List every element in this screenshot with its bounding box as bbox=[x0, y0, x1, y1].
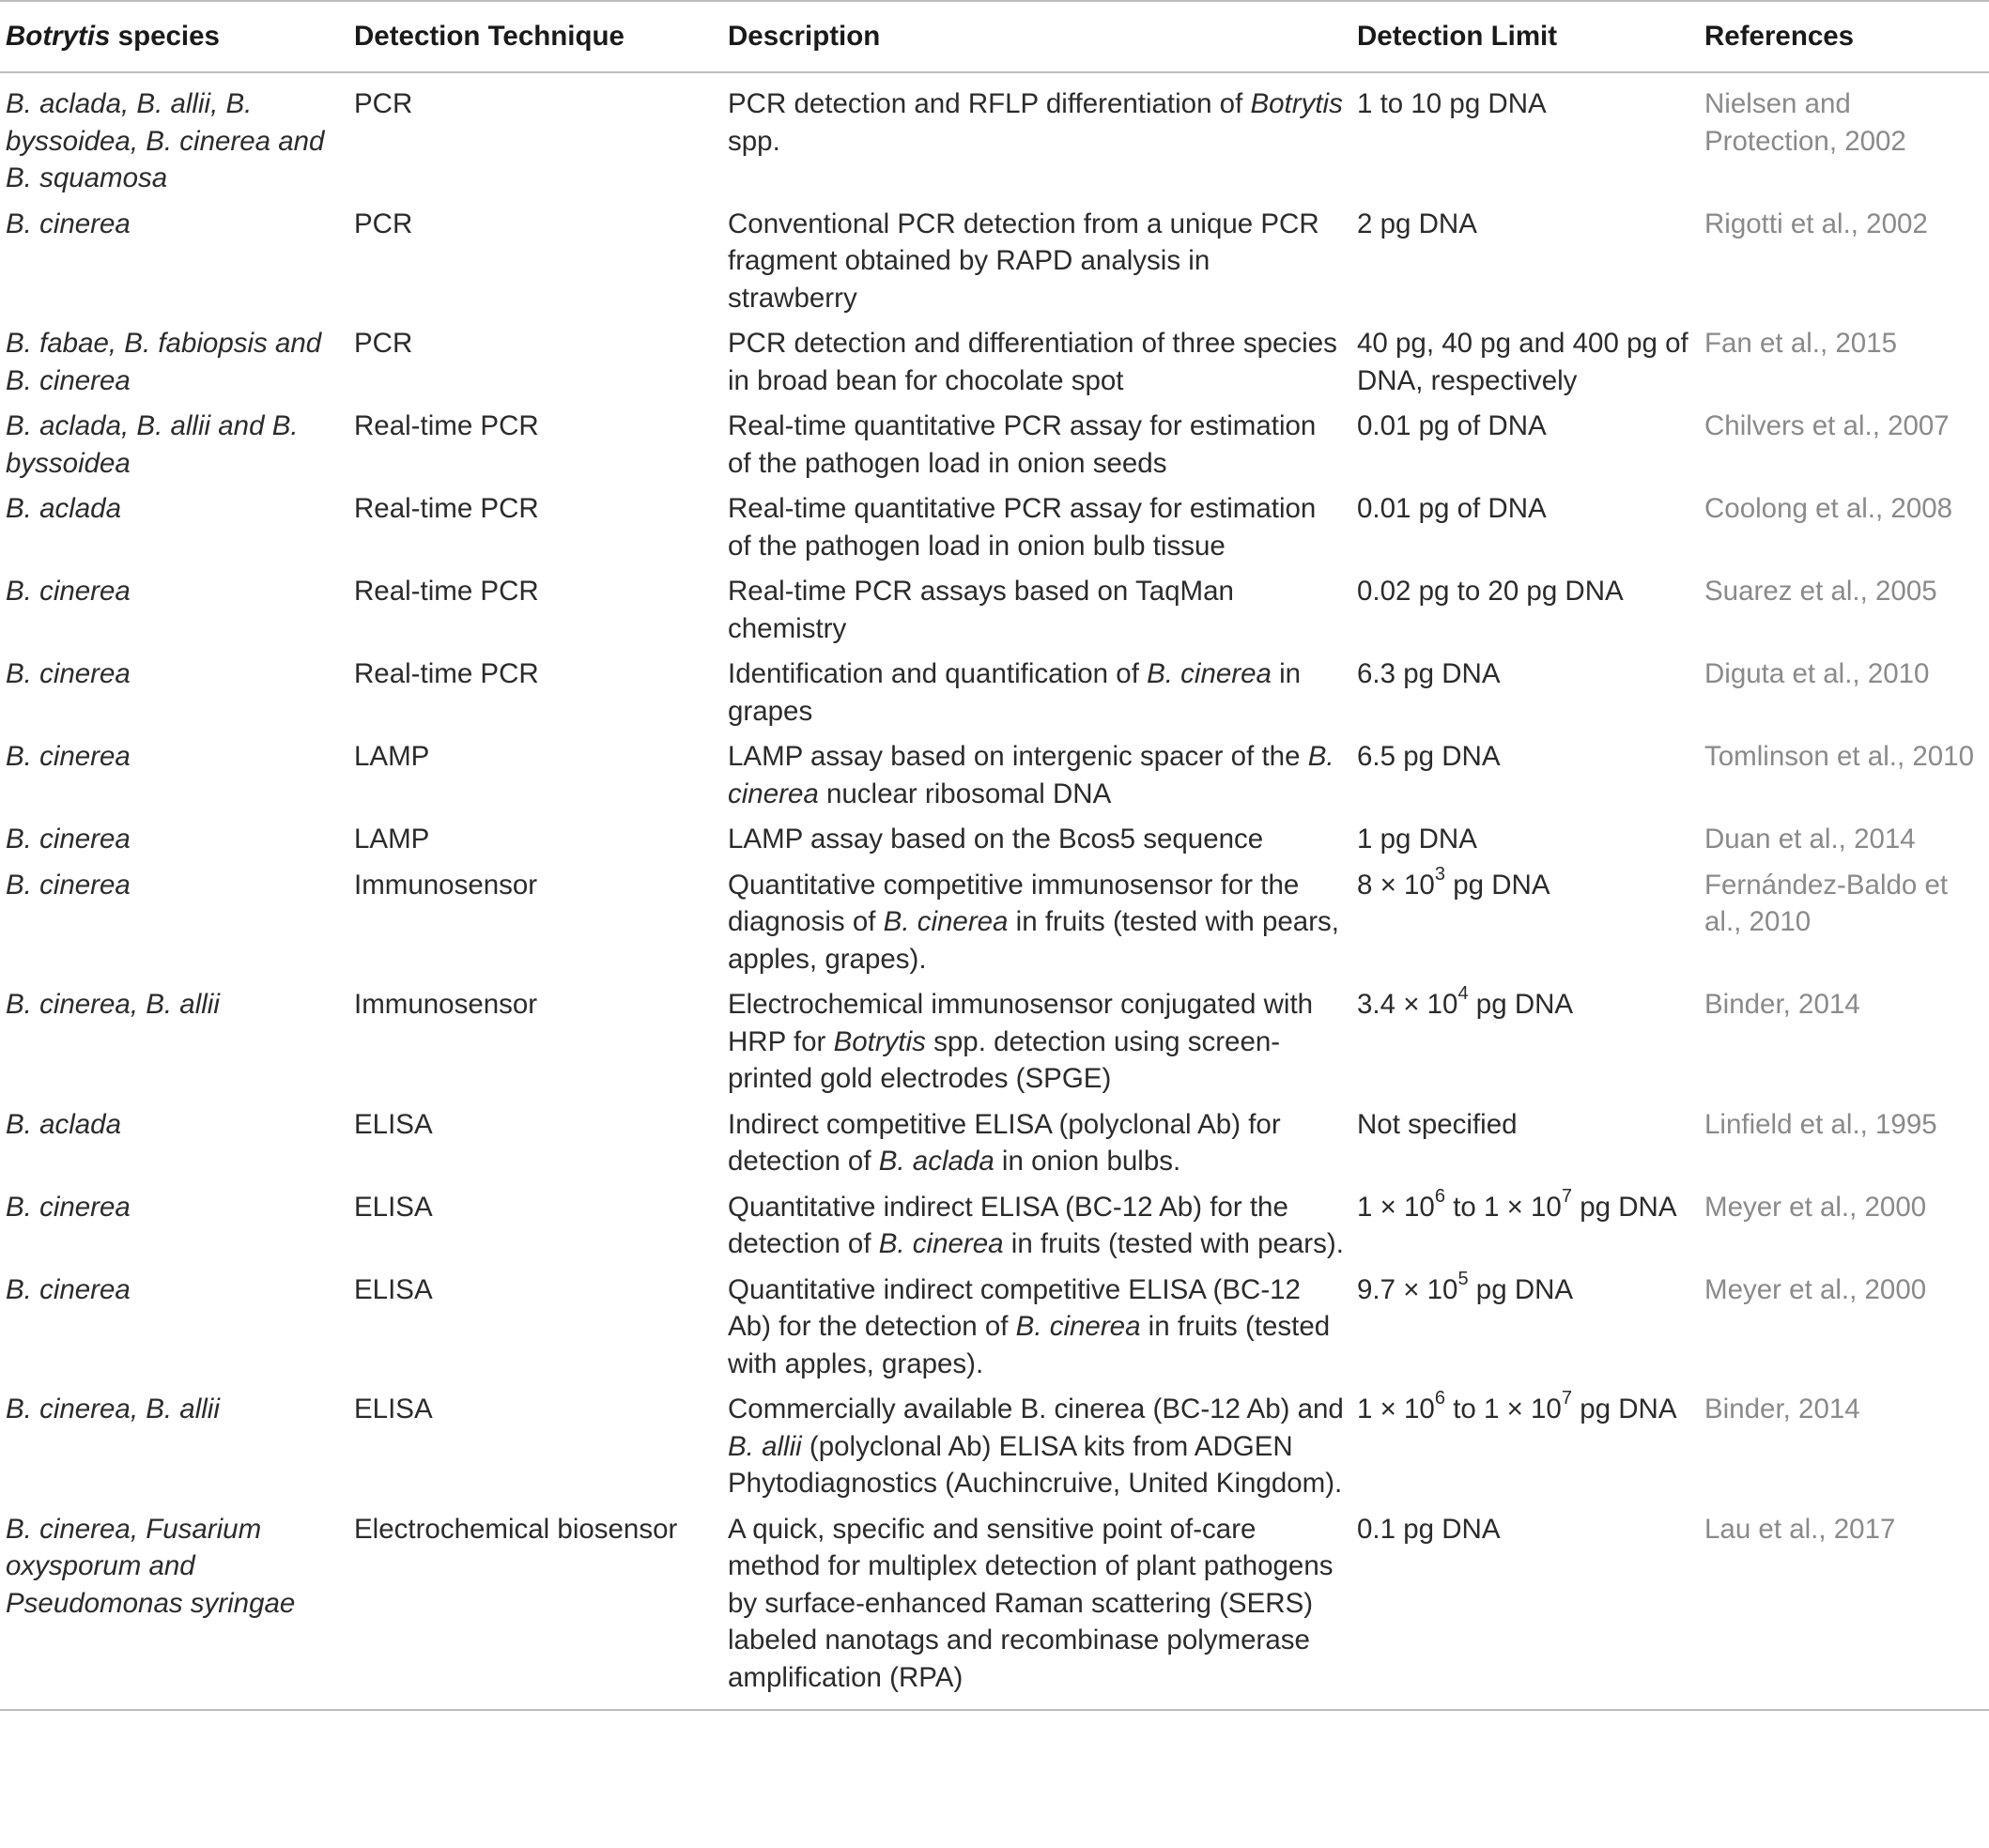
limit-text: pg DNA bbox=[1572, 1191, 1677, 1223]
limit-exponent: 3 bbox=[1434, 863, 1445, 885]
cell-species bbox=[0, 1183, 348, 1266]
cell-detection-limit bbox=[1351, 1183, 1699, 1266]
reference-link[interactable]: Meyer et al., 2000 bbox=[1704, 1273, 1927, 1305]
description-text: spp. detection using screen-printed gold electrodes (SPGE) bbox=[728, 1025, 1281, 1094]
cell-technique bbox=[348, 1385, 722, 1505]
technique-text: Electrochemical biosensor bbox=[354, 1513, 678, 1545]
cell-detection-limit bbox=[1351, 485, 1699, 567]
header-row bbox=[0, 1, 1989, 72]
cell-species bbox=[0, 485, 348, 567]
cell-detection-limit bbox=[1351, 1385, 1699, 1505]
reference-link[interactable]: Coolong et al., 2008 bbox=[1704, 493, 1953, 524]
cell-detection-limit bbox=[1351, 1266, 1699, 1386]
reference-link[interactable]: Tomlinson et al., 2010 bbox=[1704, 741, 1974, 772]
description-italic: Botrytis bbox=[1250, 88, 1343, 119]
limit-text: 6.3 pg DNA bbox=[1357, 658, 1501, 689]
technique-text: Immunosensor bbox=[354, 869, 538, 901]
technique-text: PCR bbox=[354, 208, 413, 239]
limit-text: 9.7 × 10 bbox=[1357, 1273, 1458, 1305]
technique-text: PCR bbox=[354, 328, 413, 359]
technique-text: ELISA bbox=[354, 1273, 433, 1305]
reference-link[interactable]: Fernández-Baldo et al., 2010 bbox=[1704, 869, 1949, 937]
cell-species bbox=[0, 402, 348, 485]
description-text: in grapes bbox=[728, 658, 1302, 727]
description-text: Indirect competitive ELISA (polyclonal Ab) for detection of bbox=[728, 1108, 1281, 1177]
description-text: nuclear ribosomal DNA bbox=[818, 778, 1112, 809]
limit-text: pg DNA bbox=[1445, 869, 1550, 901]
species-text: B. cinerea bbox=[6, 1273, 131, 1305]
limit-text: to 1 × 10 bbox=[1445, 1394, 1562, 1424]
cell-detection-limit bbox=[1351, 732, 1699, 815]
species-text: B. cinerea, Fusarium oxysporum and Pseudomonas syringae bbox=[6, 1513, 296, 1619]
cell-species bbox=[0, 980, 348, 1101]
limit-text: Not specified bbox=[1357, 1108, 1518, 1140]
species-text: B. cinerea, B. allii bbox=[6, 989, 220, 1020]
description-text: Commercially available B. cinerea (BC-12 Ab) and bbox=[728, 1394, 1344, 1424]
cell-species bbox=[0, 567, 348, 650]
table-row bbox=[0, 200, 1989, 320]
cell-description bbox=[722, 861, 1351, 981]
cell-detection-limit bbox=[1351, 1505, 1699, 1711]
cell-technique bbox=[348, 1505, 722, 1711]
table-row bbox=[0, 732, 1989, 815]
description-italic: B. cinerea bbox=[883, 906, 1009, 937]
description-text: Real-time quantitative PCR assay for estimation of the pathogen load in onion bulb tissue bbox=[728, 493, 1317, 562]
description-text: Quantitative indirect competitive ELISA (BC-12 Ab) for the detection of bbox=[728, 1273, 1301, 1342]
cell-technique bbox=[348, 1183, 722, 1266]
cell-species bbox=[0, 319, 348, 402]
limit-text: 1 × 10 bbox=[1357, 1394, 1435, 1424]
table-row bbox=[0, 72, 1989, 200]
header-description: Description bbox=[728, 21, 881, 53]
cell-reference bbox=[1699, 1385, 1989, 1505]
technique-text: Real-time PCR bbox=[354, 493, 539, 524]
technique-text: PCR bbox=[354, 88, 413, 119]
description-text: Conventional PCR detection from a unique PCR fragment obtained by RAPD analysis in strawberry bbox=[728, 208, 1319, 314]
limit-text: 0.01 pg of DNA bbox=[1357, 493, 1547, 524]
reference-link[interactable]: Rigotti et al., 2002 bbox=[1704, 208, 1928, 239]
description-text: PCR detection and RFLP differentiation of bbox=[728, 88, 1251, 119]
cell-reference bbox=[1699, 1266, 1989, 1386]
limit-text: 0.1 pg DNA bbox=[1357, 1513, 1501, 1545]
limit-text: to 1 × 10 bbox=[1445, 1191, 1562, 1223]
cell-reference bbox=[1699, 650, 1989, 732]
reference-link[interactable]: Chilvers et al., 2007 bbox=[1704, 410, 1950, 441]
description-text: Real-time quantitative PCR assay for estimation of the pathogen load in onion seeds bbox=[728, 410, 1317, 479]
cell-species bbox=[0, 732, 348, 815]
limit-text: 2 pg DNA bbox=[1357, 208, 1477, 239]
cell-species bbox=[0, 815, 348, 861]
cell-technique bbox=[348, 72, 722, 200]
cell-technique bbox=[348, 980, 722, 1101]
cell-description bbox=[722, 980, 1351, 1101]
technique-text: ELISA bbox=[354, 1394, 433, 1424]
cell-species bbox=[0, 200, 348, 320]
cell-technique bbox=[348, 200, 722, 320]
cell-detection-limit bbox=[1351, 319, 1699, 402]
description-text: in onion bulbs. bbox=[994, 1146, 1181, 1177]
cell-species bbox=[0, 1505, 348, 1711]
cell-reference bbox=[1699, 861, 1989, 981]
cell-description bbox=[722, 1183, 1351, 1266]
cell-technique bbox=[348, 319, 722, 402]
table-row bbox=[0, 1266, 1989, 1386]
cell-detection-limit bbox=[1351, 861, 1699, 981]
cell-technique bbox=[348, 402, 722, 485]
cell-technique bbox=[348, 732, 722, 815]
description-italic: B. aclada bbox=[878, 1146, 994, 1177]
cell-description bbox=[722, 72, 1351, 200]
cell-reference bbox=[1699, 72, 1989, 200]
limit-text: pg DNA bbox=[1468, 1273, 1574, 1305]
species-text: B. cinerea bbox=[6, 741, 131, 772]
species-text: B. fabae, B. fabiopsis and B. cinerea bbox=[6, 328, 322, 396]
cell-reference bbox=[1699, 567, 1989, 650]
cell-reference bbox=[1699, 732, 1989, 815]
table-row bbox=[0, 1183, 1989, 1266]
cell-species bbox=[0, 861, 348, 981]
reference-link[interactable]: Suarez et al., 2005 bbox=[1704, 576, 1937, 607]
limit-text: 6.5 pg DNA bbox=[1357, 741, 1501, 772]
header-species-italic: Botrytis bbox=[6, 21, 111, 53]
technique-text: Immunosensor bbox=[354, 989, 538, 1020]
species-text: B. aclada, B. allii and B. byssoidea bbox=[6, 410, 299, 479]
reference-link[interactable]: Nielsen and Protection, 2002 bbox=[1704, 88, 1906, 157]
description-text: in fruits (tested with apples, grapes). bbox=[728, 1311, 1331, 1379]
description-italic: Botrytis bbox=[833, 1025, 926, 1057]
cell-reference bbox=[1699, 980, 1989, 1101]
cell-technique bbox=[348, 485, 722, 567]
species-text: B. cinerea bbox=[6, 658, 131, 689]
cell-reference bbox=[1699, 485, 1989, 567]
table-row bbox=[0, 567, 1989, 650]
reference-link[interactable]: Duan et al., 2014 bbox=[1704, 824, 1916, 855]
description-italic: B. cinerea bbox=[1147, 658, 1272, 689]
limit-exponent: 7 bbox=[1561, 1388, 1572, 1409]
description-text: in fruits (tested with pears, apples, grapes). bbox=[728, 906, 1339, 975]
technique-text: Real-time PCR bbox=[354, 410, 539, 441]
limit-text: 0.01 pg of DNA bbox=[1357, 410, 1547, 441]
cell-species bbox=[0, 1101, 348, 1183]
cell-detection-limit bbox=[1351, 567, 1699, 650]
limit-text: 40 pg, 40 pg and 400 pg of DNA, respectively bbox=[1357, 328, 1688, 396]
species-text: B. cinerea, B. allii bbox=[6, 1394, 220, 1424]
table-row bbox=[0, 815, 1989, 861]
cell-reference bbox=[1699, 200, 1989, 320]
limit-text: pg DNA bbox=[1468, 989, 1574, 1020]
limit-exponent: 6 bbox=[1434, 1185, 1445, 1207]
technique-text: Real-time PCR bbox=[354, 658, 539, 689]
cell-species bbox=[0, 1266, 348, 1386]
species-text: B. aclada bbox=[6, 1108, 121, 1140]
cell-species bbox=[0, 72, 348, 200]
cell-description bbox=[722, 650, 1351, 732]
table-header bbox=[0, 1, 1989, 72]
table-row bbox=[0, 650, 1989, 732]
cell-description bbox=[722, 402, 1351, 485]
description-text: LAMP assay based on intergenic spacer of the bbox=[728, 741, 1308, 772]
reference-link[interactable]: Fan et al., 2015 bbox=[1704, 328, 1898, 359]
reference-link[interactable]: Lau et al., 2017 bbox=[1704, 1513, 1896, 1545]
limit-text: 1 to 10 pg DNA bbox=[1357, 88, 1547, 119]
description-text: Identification and quantification of bbox=[728, 658, 1148, 689]
cell-description bbox=[722, 732, 1351, 815]
cell-description bbox=[722, 567, 1351, 650]
reference-link[interactable]: Diguta et al., 2010 bbox=[1704, 658, 1930, 689]
description-text: PCR detection and differentiation of three species in broad bean for chocolate spot bbox=[728, 328, 1337, 396]
description-italic: B. cinerea bbox=[1015, 1311, 1141, 1342]
cell-technique bbox=[348, 1101, 722, 1183]
cell-detection-limit bbox=[1351, 72, 1699, 200]
description-text: Quantitative competitive immunosensor for the diagnosis of bbox=[728, 869, 1300, 937]
header-species bbox=[0, 1, 348, 72]
limit-text: 0.02 pg to 20 pg DNA bbox=[1357, 576, 1624, 607]
limit-text: 3.4 × 10 bbox=[1357, 989, 1458, 1020]
cell-species bbox=[0, 1385, 348, 1505]
description-italic: B. cinerea bbox=[728, 741, 1334, 809]
technique-text: Real-time PCR bbox=[354, 576, 539, 607]
cell-detection-limit bbox=[1351, 402, 1699, 485]
species-text: B. cinerea bbox=[6, 208, 131, 239]
cell-description bbox=[722, 200, 1351, 320]
cell-technique bbox=[348, 815, 722, 861]
cell-reference bbox=[1699, 1183, 1989, 1266]
reference-link[interactable]: Binder, 2014 bbox=[1704, 989, 1860, 1020]
cell-description bbox=[722, 1505, 1351, 1711]
reference-link[interactable]: Meyer et al., 2000 bbox=[1704, 1191, 1927, 1223]
limit-exponent: 5 bbox=[1457, 1268, 1469, 1289]
species-text: B. cinerea bbox=[6, 869, 131, 901]
table-row bbox=[0, 980, 1989, 1101]
cell-description bbox=[722, 1266, 1351, 1386]
cell-species bbox=[0, 650, 348, 732]
description-text: LAMP assay based on the Bcos5 sequence bbox=[728, 824, 1264, 855]
technique-text: ELISA bbox=[354, 1108, 433, 1140]
limit-exponent: 4 bbox=[1457, 983, 1469, 1005]
description-text: (polyclonal Ab) ELISA kits from ADGEN Phytodiagnostics (Auchincruive, United Kingdom). bbox=[728, 1430, 1343, 1499]
cell-reference bbox=[1699, 319, 1989, 402]
description-text: in fruits (tested with pears). bbox=[1003, 1228, 1344, 1259]
cell-detection-limit bbox=[1351, 980, 1699, 1101]
species-text: B. cinerea bbox=[6, 576, 131, 607]
limit-text: pg DNA bbox=[1572, 1394, 1677, 1424]
cell-technique bbox=[348, 567, 722, 650]
table-row bbox=[0, 1505, 1989, 1711]
cell-detection-limit bbox=[1351, 1101, 1699, 1183]
cell-description bbox=[722, 485, 1351, 567]
cell-reference bbox=[1699, 1101, 1989, 1183]
limit-text: 1 × 10 bbox=[1357, 1191, 1435, 1223]
description-text: Electrochemical immunosensor conjugated with HRP for bbox=[728, 989, 1314, 1057]
cell-description bbox=[722, 1101, 1351, 1183]
technique-text: LAMP bbox=[354, 741, 430, 772]
limit-exponent: 6 bbox=[1434, 1388, 1445, 1409]
reference-link[interactable]: Binder, 2014 bbox=[1704, 1394, 1860, 1424]
cell-description bbox=[722, 815, 1351, 861]
table-row bbox=[0, 1101, 1989, 1183]
table-row bbox=[0, 319, 1989, 402]
species-text: B. aclada bbox=[6, 493, 121, 524]
cell-reference bbox=[1699, 815, 1989, 861]
cell-detection-limit bbox=[1351, 815, 1699, 861]
limit-text: 8 × 10 bbox=[1357, 869, 1435, 901]
reference-link[interactable]: Linfield et al., 1995 bbox=[1704, 1108, 1937, 1140]
cell-reference bbox=[1699, 1505, 1989, 1711]
description-text: A quick, specific and sensitive point of-care method for multiplex detection of plant pathogens by surface-enhanced Raman scattering (SERS) labeled nanotags and recombinase polymerase amplification (RPA) bbox=[728, 1513, 1334, 1693]
table-body bbox=[0, 72, 1989, 1710]
technique-text: ELISA bbox=[354, 1191, 433, 1223]
cell-description bbox=[722, 1385, 1351, 1505]
species-text: B. cinerea bbox=[6, 824, 131, 855]
table-row bbox=[0, 861, 1989, 981]
technique-text: LAMP bbox=[354, 824, 430, 855]
description-text: Quantitative indirect ELISA (BC-12 Ab) for the detection of bbox=[728, 1191, 1288, 1259]
limit-text: 1 pg DNA bbox=[1357, 824, 1477, 855]
cell-description bbox=[722, 319, 1351, 402]
cell-reference bbox=[1699, 402, 1989, 485]
table-row bbox=[0, 485, 1989, 567]
description-italic: B. allii bbox=[728, 1430, 802, 1462]
header-detection-limit: Detection Limit bbox=[1357, 21, 1558, 53]
header-technique: Detection Technique bbox=[354, 21, 624, 53]
description-text: spp. bbox=[728, 125, 780, 157]
description-italic: B. cinerea bbox=[878, 1228, 1004, 1259]
header-species-rest: species bbox=[110, 21, 220, 53]
header-references: References bbox=[1704, 21, 1855, 53]
table-row bbox=[0, 402, 1989, 485]
cell-technique bbox=[348, 1266, 722, 1386]
table-row bbox=[0, 1385, 1989, 1505]
limit-exponent: 7 bbox=[1561, 1185, 1572, 1207]
cell-detection-limit bbox=[1351, 200, 1699, 320]
cell-technique bbox=[348, 861, 722, 981]
cell-detection-limit bbox=[1351, 650, 1699, 732]
description-text: Real-time PCR assays based on TaqMan chemistry bbox=[728, 576, 1234, 644]
species-text: B. aclada, B. allii, B. byssoidea, B. cinerea and B. squamosa bbox=[6, 88, 325, 193]
species-text: B. cinerea bbox=[6, 1191, 131, 1223]
cell-technique bbox=[348, 650, 722, 732]
